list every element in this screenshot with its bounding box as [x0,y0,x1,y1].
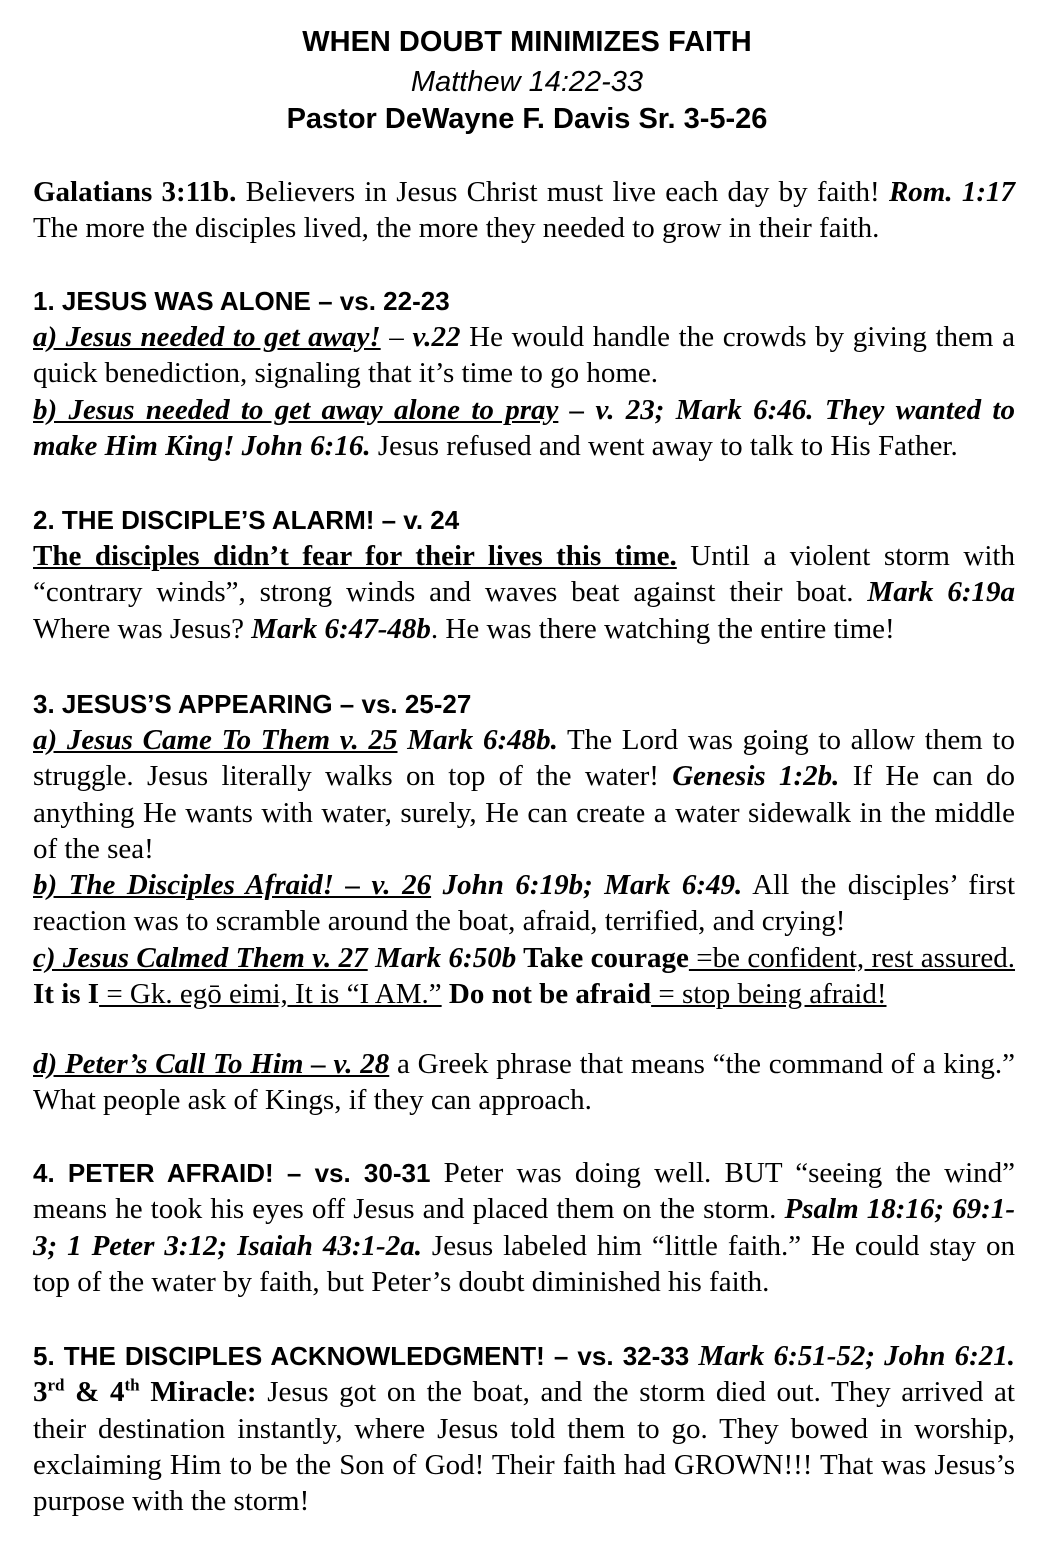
section-3-heading: 3. JESUS’S APPEARING – vs. 25-27 [33,689,472,719]
point-a-ref-2: Genesis 1:2b. [672,760,840,793]
section-2-text-3: . He was there watching the entire time! [430,612,895,645]
section-2-ref-1: Mark 6:19a [867,576,1015,609]
point-a-text: The Lord was going to allow them to struggle. Jesus literally walks on top of the water! [33,724,1015,793]
point-c-title: c) Jesus Calmed Them v. 27 [33,941,368,974]
section-4-text-2: Jesus labeled him “little faith.” He could stay on top of the water by faith, but Peter’s doubt diminished his faith. [33,1229,1016,1298]
point-d-title: d) Peter’s Call To Him – v. 28 [33,1048,390,1080]
section-1-heading: 1. JESUS WAS ALONE – vs. 22-23 [33,286,450,316]
point-b-ref: – v. 23; Mark 6:46. They wanted to make Him King! John 6:16. [33,393,1015,462]
point-b-title: b) Jesus needed to get away alone to pray [33,393,559,426]
section-3 [33,686,1015,1012]
section-5-refs: Mark 6:51-52; John 6:21. [689,1340,1015,1372]
section-2-ref-2: Mark 6:47-48b [251,612,431,645]
point-a-text-2: If He can do anything He wants with water, surely, He can create a water sidewalk in the middle of the sea! [33,760,1016,865]
term-it-is-i: It is I [33,978,100,1011]
term-take-courage: Take courage [516,941,689,974]
section-4-refs: Psalm 18:16; 69:1-3; 1 Peter 3:12; Isaiah 43:1-2a. [33,1193,1016,1262]
point-a-title: a) Jesus needed to get away! [33,321,381,353]
section-5-heading: 5. THE DISCIPLES ACKNOWLEDGMENT! – vs. 32-33 [33,1341,690,1371]
point-b-title: b) The Disciples Afraid! – v. 26 [33,869,432,902]
section-1 [33,283,1015,464]
scripture-reference: Matthew 14:22-33 [410,66,644,98]
intro-paragraph [33,174,1015,247]
intro-text-2: The more the disciples lived, the more they needed to grow in their faith. [33,212,880,245]
section-3-point-a [33,722,1015,867]
point-a-ref: v.22 [412,321,461,353]
point-d-text: a Greek phrase that means “the command of a king.” What people ask of Kings, if they can approach. [33,1048,1015,1117]
term-do-not-be-afraid: Do not be afraid [441,978,652,1011]
intro-ref-galatians: Galatians 3:11b. [33,176,237,208]
definition-take-courage: =be confident, rest assured. [688,941,1016,974]
miracle-4-suffix: th [124,1375,140,1395]
section-4-text: Peter was doing well. BUT “seeing the wind” means he took his eyes off Jesus and placed them on the storm. [33,1157,1015,1226]
miracle-3-suffix: rd [47,1375,65,1395]
section-5 [33,1338,1015,1519]
section-2-text-2: Where was Jesus? [33,612,252,645]
section-2-lead: The disciples didn’t fear for their lives this time. [33,540,677,572]
point-b-ref: John 6:19b; Mark 6:49. [431,869,743,902]
miracle-4: & 4 [64,1376,125,1409]
pastor-and-date: Pastor DeWayne F. Davis Sr. 3-5-26 [286,103,768,135]
section-3-point-b [33,867,1015,940]
section-2-heading: 2. THE DISCIPLE’S ALARM! – v. 24 [33,505,460,535]
section-1-point-b [33,392,1015,465]
section-2-body [33,538,1015,647]
definition-it-is-i: = Gk. egō eimi, It is “I AM.” [99,978,442,1011]
section-4 [33,1155,1015,1300]
section-3-point-d [33,1046,1015,1119]
point-b-text: Jesus refused and went away to talk to His Father. [370,429,958,462]
section-2-text: Until a violent storm with “contrary winds”, strong winds and waves beat against their boat. [33,540,1015,609]
section-3-point-c [33,940,1015,1013]
definition-do-not-be-afraid: = stop being afraid! [651,978,887,1011]
section-2 [33,502,1015,647]
miracle-3: 3 [33,1376,48,1409]
intro-text: Believers in Jesus Christ must live each day by faith! [236,176,889,208]
sermon-title: WHEN DOUBT MINIMIZES FAITH [302,26,752,58]
point-a-dash: – [380,321,413,353]
section-5-text: Jesus got on the boat, and the storm died out. They arrived at their destination instantly, where Jesus told them to go. They bowed in worship, exclaiming Him to be the Son of God! Their faith had GROWN!!! That was Jesus’s purpose with the storm! [33,1376,1015,1518]
section-4-heading: 4. PETER AFRAID! – vs. 30-31 [33,1158,431,1188]
point-c-ref: Mark 6:50b [367,941,517,974]
point-a-title: a) Jesus Came To Them v. 25 [33,724,398,756]
point-b-text: All the disciples’ first reaction was to scramble around the boat, afraid, terrified, and crying! [33,869,1015,938]
point-a-text: He would handle the crowds by giving them a quick benediction, signaling that it’s time to go home. [33,321,1015,390]
point-a-ref: Mark 6:48b. [397,724,558,756]
intro-ref-romans: Rom. 1:17 [888,176,1016,208]
section-1-point-a [33,319,1015,392]
miracle-label: Miracle: [139,1376,257,1409]
